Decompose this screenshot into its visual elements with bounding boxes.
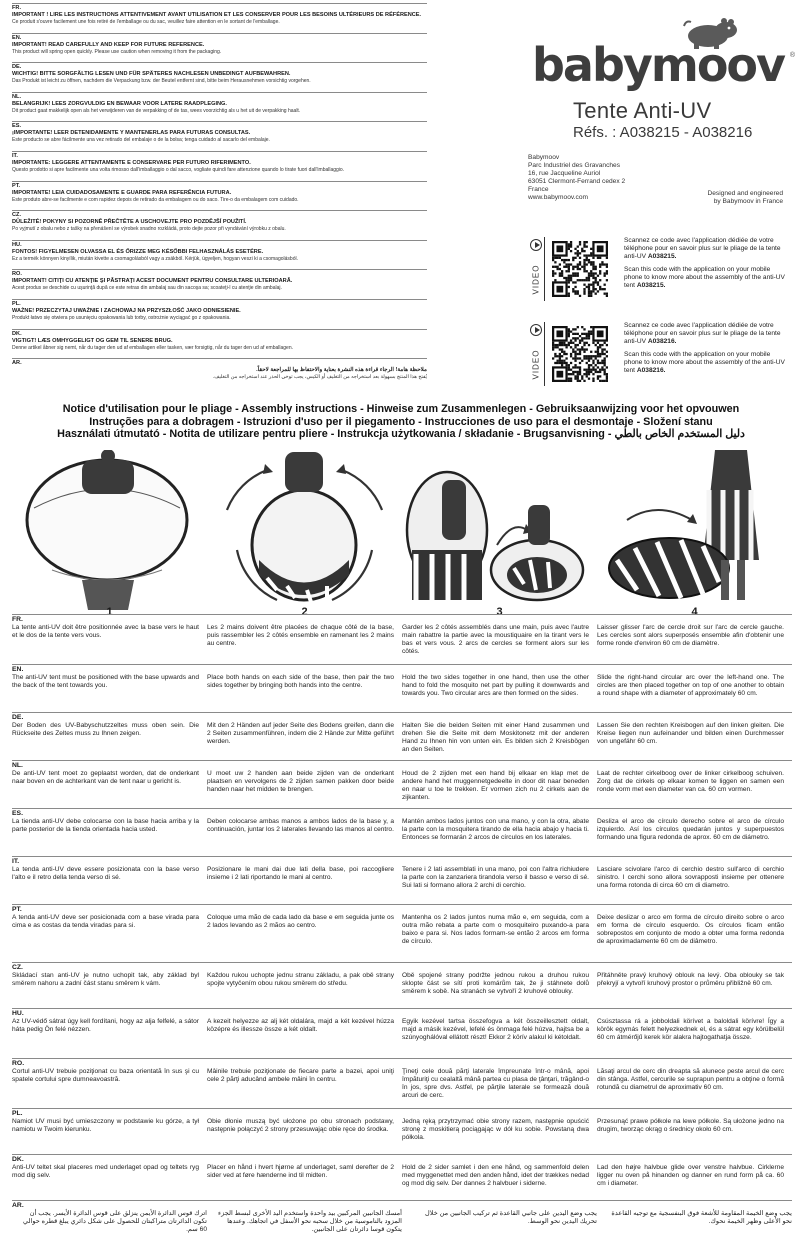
language-code: DK. <box>12 330 22 337</box>
language-code: DE. <box>12 64 22 71</box>
language-code: EN. <box>12 666 24 673</box>
qr-text-fr: Scannez ce code avec l'application dédiée de votre téléphone pour en savoir plus sur le pliage de la tente anti-UV A038216. <box>624 322 781 345</box>
address-line: 16, rue Jacqueline Auriol <box>528 170 601 177</box>
step-2-text: Les 2 mains doivent être placées de chaque côté de la base, puis rassembler les 2 côtés ensemble en ramenant les 2 mains au centre. <box>207 624 394 647</box>
address-line: Parc Industriel des Gravanches <box>528 162 620 169</box>
warning-text: Questo prodotto si apre facilmente una volta rimosso dall'imballaggio o dal sacco, vogliate quindi fare attenzione quando lo tirate fuori dall'imballaggio. <box>12 166 345 173</box>
designed-line: Designed and engineered <box>707 190 783 197</box>
warning-heading: WAŻNE! PRZECZYTAJ UWAŻNIE I ZACHOWAJ NA PRZYSZŁOŚĆ JAKO ODNIESIENIE. <box>12 307 241 314</box>
step-4-text: Lassen Sie den rechten Kreisbogen auf den linken gleiten. Die Kreise liegen nun aufeinander und bilden einen Durchmesser von ungefähr 60 cm. <box>597 722 784 745</box>
qr-text-fr: Scannez ce code avec l'application dédiée de votre téléphone pour en savoir plus sur le pliage de la tente anti-UV A038215. <box>624 237 781 260</box>
warning-pl <box>12 299 427 329</box>
address-line: France <box>528 186 549 193</box>
step-3-text: Halten Sie die beiden Seiten mit einer Hand zusammen und drehen Sie die Seite mit dem Moskitonetz mit der anderen Hand zu Ihnen hin von unten ein. Es bilden sich 2 Kreisbögen an den Seiten. <box>402 722 589 753</box>
warning-text: Este producto se abre fácilmente una vez retirado del embalaje o de la bolsa; tenga cuidado al sacarlo del embalaje. <box>12 137 270 144</box>
warning-text: Das Produkt ist leicht zu öffnen, nachdem die Verpackung bzw. der Beutel entfernt sind, bitte beim Herausnehmen vorsichtig vorgehen. <box>12 78 311 85</box>
figure-number: 1 <box>106 606 113 618</box>
title-line: Instruções para a dobragem - Istruzioni d'uso per il piegamento - Instrucciones de uso para el desmontaje - Složení stanu <box>89 415 713 428</box>
address-line: 63051 Clermont-Ferrand cedex 2 <box>528 178 626 185</box>
steps-es <box>12 808 792 856</box>
step-3-text: Obě spojené strany podržte jednou rukou a druhou rukou sklopte část se sítí proti komárům tak, že ji stáhnete dolů směrem k sobě. Na stranách se vytvoří 2 kruhové oblouky. <box>402 972 589 995</box>
language-code: PT. <box>12 906 22 913</box>
language-code: HU. <box>12 241 22 248</box>
steps-de <box>12 712 792 760</box>
qr-description <box>624 322 788 375</box>
qr-code-icon[interactable] <box>552 241 608 297</box>
step-2-text: Placer en hånd i hvert hjørne af underlaget, saml derefter de 2 sider ved at føre hænderne ind til midten. <box>207 1164 394 1179</box>
step-2-text: U moet uw 2 handen aan beide zijden van de onderkant plaatsen en vervolgens de 2 zijden samen pakken door beide handen naar het midden te brengen. <box>207 770 394 793</box>
step-3-text: أمسك الجانبين المركبين بيد واحدة واستخدم اليد الأخرى لبسط الجزء المزود بالناموسية من خلال سحبه نحو الأسفل في اتجاهك. وعندها يتكون قوسا دائرتان على الجانبين. <box>217 1210 402 1233</box>
qr-block-a038215 <box>528 237 788 301</box>
step-4-text: Lad den højre halvbue glide over venstre halvbue. Cirklerne ligger nu oven på hinanden og danner en rund form på ca. 60 cm i diameter. <box>597 1164 784 1187</box>
language-code: IT. <box>12 152 18 159</box>
warning-text: This product will spring open quickly. Please use caution when removing it from the packaging. <box>12 48 222 55</box>
video-label: VIDEO <box>531 349 541 380</box>
language-code: IT. <box>12 858 20 865</box>
step-1-text: La tente anti-UV doit être positionnée avec la base vers le haut et le dos de la tente vers vous. <box>12 624 199 639</box>
language-code: RO. <box>12 271 22 278</box>
step-4-text: Přitáhněte pravý kruhový oblouk na levý. Oba oblouky se tak překryjí a vytvoří kruhový prostor o průměru přibližně 60 cm. <box>597 972 784 987</box>
step-4-text: Desliza el arco de círculo derecho sobre el arco de círculo izquierdo. Así los círculos quedarán juntos y superpuestos formando una figura redonda de aprox. 60 cm de diámetro. <box>597 818 784 841</box>
warning-heading: ملاحظة هامة! الرجاء قراءة هذه النشرة بعناية والاحتفاظ بها للمراجعة لاحقاً. <box>256 367 427 374</box>
play-icon <box>530 324 542 336</box>
step-3-text: Mantenha os 2 lados juntos numa mão e, em seguida, com a outra mão rebata a parte com o mosquiteiro puxando-a para baixo e para si. Nos lados formam-se então 2 arcos em forma de círculo. <box>402 914 589 945</box>
steps-ro <box>12 1058 792 1108</box>
step-4-text: Lăsaţi arcul de cerc din dreapta să alunece peste arcul de cerc din stânga. Astfel, cercurile se suprapun pentru a obţine o formă rotundă cu diametrul de aproximativ 60 cm. <box>597 1068 784 1091</box>
warning-heading: BELANGRIJK! LEES ZORGVULDIG EN BEWAAR VOOR LATERE RAADPLEGING. <box>12 100 227 107</box>
steps-nl <box>12 760 792 808</box>
steps-hu <box>12 1008 792 1058</box>
step-3-text: Hold de 2 sider samlet i den ene hånd, og sammenfold delen med myggenettet med den anden hånd, idet der trækkes nedad og mod dig selv. Der dannes 2 halvbuer i siderne. <box>402 1164 589 1187</box>
step-1-text: The anti-UV tent must be positioned with the base upwards and the back of the tent towards you. <box>12 674 199 689</box>
warning-text: Este produto abre-se facilmente e com rapidez depois de retirado da embalagem ou do saco. Tire-o da embalagem com cuidado. <box>12 196 299 203</box>
instruction-steps <box>12 614 792 1242</box>
title-line: Notice d'utilisation pour le pliage - Assembly instructions - Hinweise zum Zusammenlegen - Gebruiksaanwijzing voor het opvouwen <box>62 403 740 415</box>
qr-text-en: Scan this code with the application on your mobile phone to know more about the assembly of the anti-UV tent A038216. <box>624 351 785 374</box>
step-2-text: Deben colocarse ambas manos a ambos lados de la base y, a continuación, juntar los 2 laterales llevando las manos al centro. <box>207 818 394 833</box>
step-4-text: Slide the right-hand circular arc over the left-hand one. The circles are then placed together on top of one another to obtain a round shape with a diameter of approximately 60 cm. <box>597 674 784 697</box>
divider <box>544 237 545 301</box>
language-code: PL. <box>12 1110 23 1117</box>
language-code: ES. <box>12 810 23 817</box>
figure-number: 2 <box>301 606 308 618</box>
warning-text: Ez a termék könnyen kinyílik, miután kivette a csomagolásból vagy a zsákból. Kérjük, ügyeljen, hogyan veszi ki a csomagolásból. <box>12 255 298 262</box>
step-4-text: اترك قوس الدائرة الأيمن ينزلق على قوس الدائرة الأيسر. يجب أن تكون الدائرتان متراكبتان للحصول على شكل دائري يبلغ قطره حوالي 60 سم. <box>23 1210 207 1233</box>
step-1-text: La tenda anti-UV deve essere posizionata con la base verso l'alto e il retro della tenda verso di sé. <box>12 866 199 881</box>
step-2-text: Posizionare le mani dai due lati della base, poi raccogliere insieme i 2 lati riportando le mani al centro. <box>207 866 394 881</box>
language-code: DK. <box>12 1156 24 1163</box>
step-2-text: Každou rukou uchopte jednu stranu základu, a pak obě strany spojte vytyčením obou rukou směrem do středu. <box>207 972 394 987</box>
divider <box>544 322 545 386</box>
language-code: PL. <box>12 300 21 307</box>
video-tag <box>528 237 544 301</box>
website-link[interactable]: www.babymoov.com <box>528 194 588 201</box>
step-1-text: Skládací stan anti-UV je nutno uchopit tak, aby základ byl směrem nahoru a zadní část stanu směrem k vám. <box>12 972 199 987</box>
step-2-text: Mâinile trebuie poziţionate de fiecare parte a bazei, apoi uniţi cele 2 părţi aducând ambele mâini în centru. <box>207 1068 394 1083</box>
warning-heading: VIGTIGT! LÆS OMHYGGELIGT OG GEM TIL SENERE BRUG. <box>12 337 173 344</box>
step-4-illustration <box>597 450 792 610</box>
step-3-text: Mantén ambos lados juntos con una mano, y con la otra, abate la parte con la mosquitera tirando de ella hacia abajo y hacia ti. Entonces se formarán 2 arcos de círculos en los laterales. <box>402 818 589 841</box>
qr-text-en: Scan this code with the application on your mobile phone to know more about the assembly of the anti-UV tent A038215. <box>624 266 785 289</box>
warning-es <box>12 121 427 151</box>
warning-ro <box>12 269 427 299</box>
play-icon <box>530 239 542 251</box>
warning-hu <box>12 240 427 270</box>
language-code: PT. <box>12 182 21 189</box>
warning-text: Po vyjmutí z obalu nebo z tašky na přenášení se výrobek snadno rozkládá, proto dejte pozor při vyndávání výrobku z obalu. <box>12 226 286 233</box>
company-address <box>528 154 668 202</box>
steps-cz <box>12 962 792 1008</box>
step-2-text: يجب وضع اليدين على جانبي القاعدة ثم تركيب الجانبين من خلال تحريك اليدين نحو الوسط. <box>425 1210 597 1225</box>
qr-description <box>624 237 788 290</box>
warning-heading: IMPORTANT! READ CAREFULLY AND KEEP FOR FUTURE REFERENCE. <box>12 41 205 48</box>
step-3-text: Ţineţi cele două părţi laterale împreunate într-o mână, apoi împăturiţi cu cealaltă mână partea cu plasa de ţânţari, trăgând-o în jos, spre dvs. Astfel, pe părţile laterale se formează două arcuri de cerc. <box>402 1068 589 1099</box>
step-2-text: A kezeit helyezze az alj két oldalára, majd a két kezével húzza középre és illessze össze a két oldalt. <box>207 1018 394 1033</box>
step-1-text: A tenda anti-UV deve ser posicionada com a base virada para cima e as costas da tenda viradas para si. <box>12 914 199 929</box>
warning-pt <box>12 181 427 211</box>
warning-nl <box>12 92 427 122</box>
figure-number: 3 <box>496 606 503 618</box>
registered-mark: ® <box>789 52 795 59</box>
language-code: CZ. <box>12 212 22 219</box>
brand-logo <box>532 16 797 92</box>
step-2-text: Obie dłonie muszą być ułożone po obu stronach podstawy, następnie połączyć 2 strony przesuwając obie ręce do środka. <box>207 1118 394 1133</box>
figure-number: 4 <box>691 606 698 618</box>
warning-heading: IMPORTANT ! LIRE LES INSTRUCTIONS ATTENTIVEMENT AVANT UTILISATION ET LES CONSERVER POUR LES BESOINS ULTÉRIEURS DE RÉFÉRENCE. <box>12 12 422 18</box>
language-code: AR. <box>12 1202 24 1209</box>
steps-pt <box>12 904 792 962</box>
product-refs: Réfs. : A038215 - A038216 <box>573 124 753 141</box>
warning-ar <box>12 358 427 388</box>
language-code: HU. <box>12 1010 24 1017</box>
warning-heading: IMPORTANTE! LEIA CUIDADOSAMENTE E GUARDE PARA REFERÊNCIA FUTURA. <box>12 189 232 196</box>
step-1-text: La tienda anti-UV debe colocarse con la base hacia arriba y la parte posterior de la tienda orientada hacia usted. <box>12 818 199 833</box>
language-code: FR. <box>12 616 23 623</box>
warning-heading: WICHTIG! BITTE SORGFÄLTIG LESEN UND FÜR SPÄTERES NACHLESEN UNBEDINGT AUFBEWAHREN. <box>12 71 291 78</box>
designed-note <box>673 190 783 206</box>
step-1-text: De anti-UV tent moet zo geplaatst worden, dat de onderkant naar boven en de achterkant van de tent naar u gericht is. <box>12 770 199 785</box>
warning-heading: DŮLEŽITÉ! POKYNY SI POZORNĚ PŘEČTĚTE A USCHOVEJTE PRO POZDĚJŠÍ POUŽITÍ. <box>12 219 247 226</box>
step-2-text: Mit den 2 Händen auf jeder Seite des Bodens greifen, dann die 2 Seiten zusammenführen, indem die 2 Hände zur Mitte geführt werden. <box>207 722 394 745</box>
steps-en <box>12 664 792 712</box>
step-4-text: Laat de rechter cirkelboog over de linker cirkelboog schuiven. Zorg dat de cirkels op elkaar komen te liggen en samen een ronde vorm met een diameter van ca. 60 cm vormen. <box>597 770 784 793</box>
video-tag <box>528 322 544 386</box>
step-1-text: Cortul anti-UV trebuie poziţionat cu baza orientată în sus şi cu spatele cortului spre dumneavoastră. <box>12 1068 199 1083</box>
warning-fr <box>12 3 427 33</box>
qr-block-a038216 <box>528 322 788 386</box>
illustrations-row <box>12 450 792 622</box>
step-1-text: Namiot UV musi być umieszczony w podstawie ku górze, a tył namiotu w Twoim kierunku. <box>12 1118 199 1133</box>
step-4-text: Deixe deslizar o arco em forma de círculo direito sobre o arco em forma de círculo esquerdo. Os círculos ficam então sobrepostos em conjunto de modo a obter uma forma redonda de aproximadamente 60 cm de diâmetro. <box>597 914 784 945</box>
steps-dk <box>12 1154 792 1200</box>
step-4-text: Przesunąć prawe półkole na lewe półkole. Są ułożone jedno na drugim, tworząc okrąg o średnicy około 60 cm. <box>597 1118 784 1133</box>
warning-de <box>12 62 427 92</box>
step-1-illustration <box>12 450 207 610</box>
warning-en <box>12 33 427 63</box>
language-code: EN. <box>12 34 22 41</box>
step-4-text: Laisser glisser l'arc de cercle droit sur l'arc de cercle gauche. Les cercles sont alors superposés ensemble afin d'obtenir une forme ronde d'environ 60 cm de diamètre. <box>597 624 784 647</box>
step-4-text: Lasciare scivolare l'arco di cerchio destro sull'arco di cerchio sinistro. I cerchi sono allora sovrapposti insieme per ottenere una forma rotonda di circa 60 cm di diametro. <box>597 866 784 889</box>
step-4-text: Csúsztassa rá a jobboldali körívet a baloldali körívre! Így a körök egymás felett helyezkednek el, és a sátrat egy körülbelül 60 cm átmérőjű kerek kör alakra hajtogathatja össze. <box>597 1018 784 1041</box>
warning-heading: ¡IMPORTANTE! LEER DETENIDAMENTE Y MANTENERLAS PARA FUTURAS CONSULTAS. <box>12 130 251 137</box>
steps-pl <box>12 1108 792 1154</box>
step-3-text: Jedną ręką przytrzymać obie strony razem, następnie opuścić stronę z moskitierą pociągając w dół ku sobie. Powstaną dwa półkola. <box>402 1118 589 1141</box>
warning-it <box>12 151 427 181</box>
warning-text: Ce produit s'ouvre facilement une fois retiré de l'emballage ou du sac, veuillez faire attention en le sortant de l'emballage. <box>12 19 280 25</box>
step-3-text: Garder les 2 côtés assemblés dans une main, puis avec l'autre main rabattre la partie avec la moustiquaire en la tirant vers le bas et vers vous. 2 arcs de cercles se forment alors sur les côtés. <box>402 624 589 655</box>
qr-code-icon[interactable] <box>552 326 608 382</box>
step-3-text: Tenere i 2 lati assemblati in una mano, poi con l'altra richiudere la parte con la zanzariera tirandola verso il basso e verso di sé. Sui lati si formano allora 2 archi di cerchio. <box>402 866 589 889</box>
step-2-text: Place both hands on each side of the base, then pair the two sides together by bringing both hands into the centre. <box>207 674 394 689</box>
instructions-title <box>0 403 802 441</box>
warning-text: Denne artikel åbner sig nemt, når du tager den ud af emballagen eller tasken, vær forsigtig, når du tager den ud af emballagen. <box>12 344 294 351</box>
steps-ar <box>12 1200 792 1242</box>
video-label: VIDEO <box>531 264 541 295</box>
language-code: AR. <box>12 360 22 367</box>
step-1-text: Anti-UV teltet skal placeres med underlaget opad og teltets ryg mod dig selv. <box>12 1164 199 1179</box>
steps-fr <box>12 614 792 664</box>
warning-heading: IMPORTANTE: LEGGERE ATTENTAMENTE E CONSERVARE PER FUTURO RIFERIMENTO. <box>12 159 251 166</box>
step-3-illustration <box>402 450 597 610</box>
warning-text: يُفتح هذا المنتج بسهولة بعد استخراجه من التغليف أو الكيس، يجب توخي الحذر عند استخراجه من التغليف. <box>212 374 427 381</box>
step-1-text: Az UV-védő sátrat úgy kell fordítani, hogy az alja felfelé, a sátor háta pedig Ön felé nézzen. <box>12 1018 199 1033</box>
step-1-text: يجب وضع الخيمة المقاومة للأشعة فوق البنفسجية مع توجيه القاعدة نحو الأعلى وظهر الخيمة نحوك. <box>611 1210 792 1225</box>
warning-text: Produkt łatwo się otwiera po usunięciu opakowania lub torby, ostrożnie wyciągać go z opakowania. <box>12 314 231 321</box>
language-code: CZ. <box>12 964 23 971</box>
designed-line: by Babymoov in France <box>713 198 783 205</box>
warning-heading: FONTOS! FIGYELMESEN OLVASSA EL ÉS ŐRIZZE MEG KÉSŐBBI FELHASZNÁLÁS ESETÉRE. <box>12 248 264 255</box>
warning-heading: IMPORTANT! CITIŢI CU ATENŢIE ŞI PĂSTRAŢI ACEST DOCUMENT PENTRU CONSULTARE ULTERIOARĂ. <box>12 278 293 285</box>
step-3-text: Hold the two sides together in one hand, then use the other hand to fold the mosquito net part by pulling it downwards and towards you. Two circular arcs are then formed on the sides. <box>402 674 589 697</box>
language-code: DE. <box>12 714 24 721</box>
logo-text: babymoov <box>532 38 785 92</box>
language-code: RO. <box>12 1060 25 1067</box>
step-1-text: Der Boden des UV-Babyschutzzeltes muss oben sein. Die Rückseite des Zeltes muss zu Ihnen zeigen. <box>12 722 199 737</box>
language-code: FR. <box>12 5 22 11</box>
step-2-text: Coloque uma mão de cada lado da base e em seguida junte os 2 lados levando as 2 mãos ao centro. <box>207 914 394 929</box>
product-title: Tente Anti-UV <box>573 98 712 123</box>
address-line: Babymoov <box>528 154 560 161</box>
step-3-text: Egyik kezével tartsa összefogva a két összeillesztett oldalt, majd a másik kezével, lefelé és önmaga felé húzva, hajtsa be a szúnyoghálóval ellátott részt! Ekkor 2 körív alakul ki kétoldalt. <box>402 1018 589 1041</box>
warning-text: Acest produs se deschide cu uşurinţă după ce este retras din ambalaj sau din sacoşa sa; scoateţi-l cu atenţie din ambalaj. <box>12 285 282 292</box>
language-code: NL. <box>12 93 22 100</box>
warning-text: Dit product gaat makkelijk open als het verwijderen van de verpakking of de tas, wees voorzichtig als u het uit de verpakking haalt. <box>12 107 301 114</box>
language-code: ES. <box>12 123 22 130</box>
warning-dk <box>12 329 427 359</box>
warning-cz <box>12 210 427 240</box>
steps-it <box>12 856 792 904</box>
title-line: Használati útmutató - Notita de utilizare pentru pliere - Instrukcja użytkowania / składanie - Brugsanvisning - دليل المستخدم الخاص بالطي <box>57 428 745 441</box>
step-3-text: Houd de 2 zijden met een hand bij elkaar en klap met de andere hand het muggennetgedeelte in door dit naar beneden en naar u toe te trekken. Er vormen zich nu 2 cirkels aan de zijkanten. <box>402 770 589 801</box>
warnings-list <box>12 3 427 388</box>
step-2-illustration <box>207 450 402 610</box>
language-code: NL. <box>12 762 23 769</box>
